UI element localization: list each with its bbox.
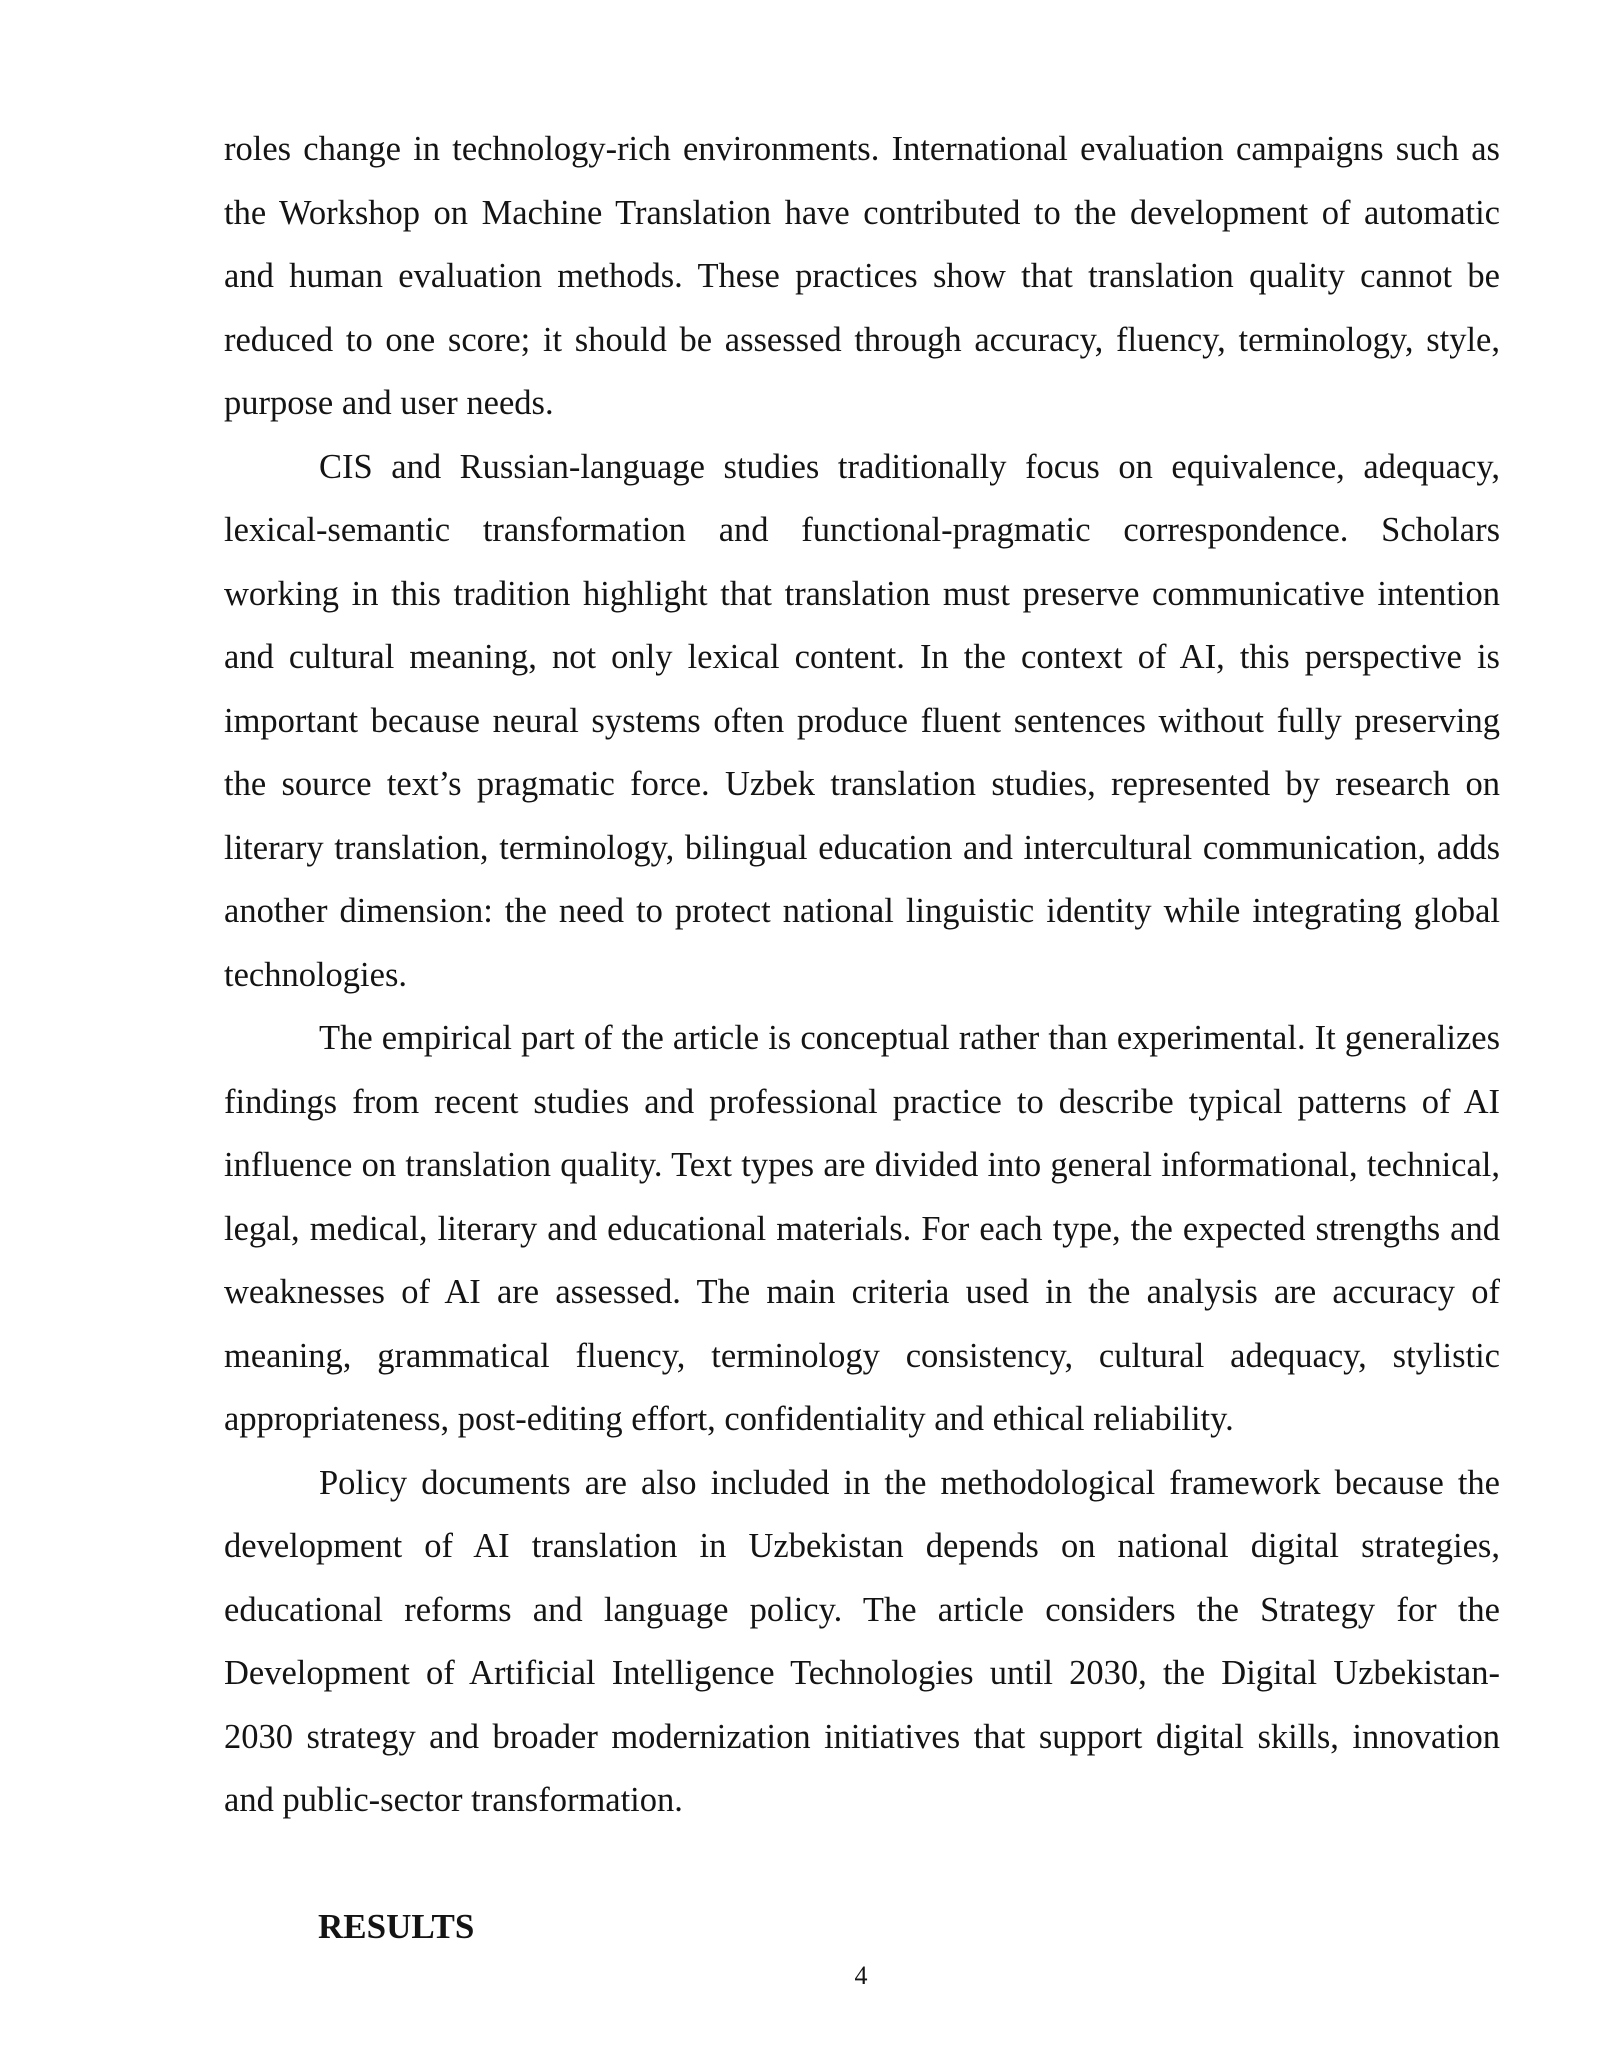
page-number: 4	[854, 1961, 868, 1990]
paragraph-continuation: roles change in technology-rich environments. International evaluation campaigns such as the Workshop on Machine Translation have contributed to the development of automatic and human evaluation methods. These practices show that translation quality cannot be reduced to one score; it should be assessed through accuracy, fluency, terminology, style, purpose and user needs.	[224, 130, 1500, 422]
paragraph-cis-studies: CIS and Russian-language studies traditionally focus on equivalence, adequacy, lexical-semantic transformation and functional-pragmatic correspondence. Scholars working in this tradition highlight that translation must preserve communicative intention and cultural meaning, not only lexical content. In the context of AI, this perspective is important because neural systems often produce fluent sentences without fully preserving the source text’s pragmatic force. Uzbek translation studies, represented by research on literary translation, terminology, bilingual education and intercultural communication, adds another dimension: the need to protect national linguistic identity while integrating global technologies.	[224, 447, 1500, 994]
paragraph-empirical-part: The empirical part of the article is conceptual rather than experimental. It generalizes findings from recent studies and professional practice to describe typical patterns of AI influence on translation quality. Text types are divided into general informational, technical, legal, medical, literary and educational materials. For each type, the expected strengths and weaknesses of AI are assessed. The main criteria used in the analysis are accuracy of meaning, grammatical fluency, terminology consistency, cultural adequacy, stylistic appropriateness, post-editing effort, confidentiality and ethical reliability.	[224, 1019, 1500, 1438]
paragraph-policy-documents: Policy documents are also included in the methodological framework because the development of AI translation in Uzbekistan depends on national digital strategies, educational reforms and language policy. The article considers the Strategy for the Development of Artificial Intelligence Technologies until 2030, the Digital Uzbekistan-2030 strategy and broader modernization initiatives that support digital skills, innovation and public-sector transformation.	[224, 1463, 1500, 1819]
body-text	[224, 118, 1500, 1833]
section-heading-results: RESULTS	[318, 1907, 475, 1946]
